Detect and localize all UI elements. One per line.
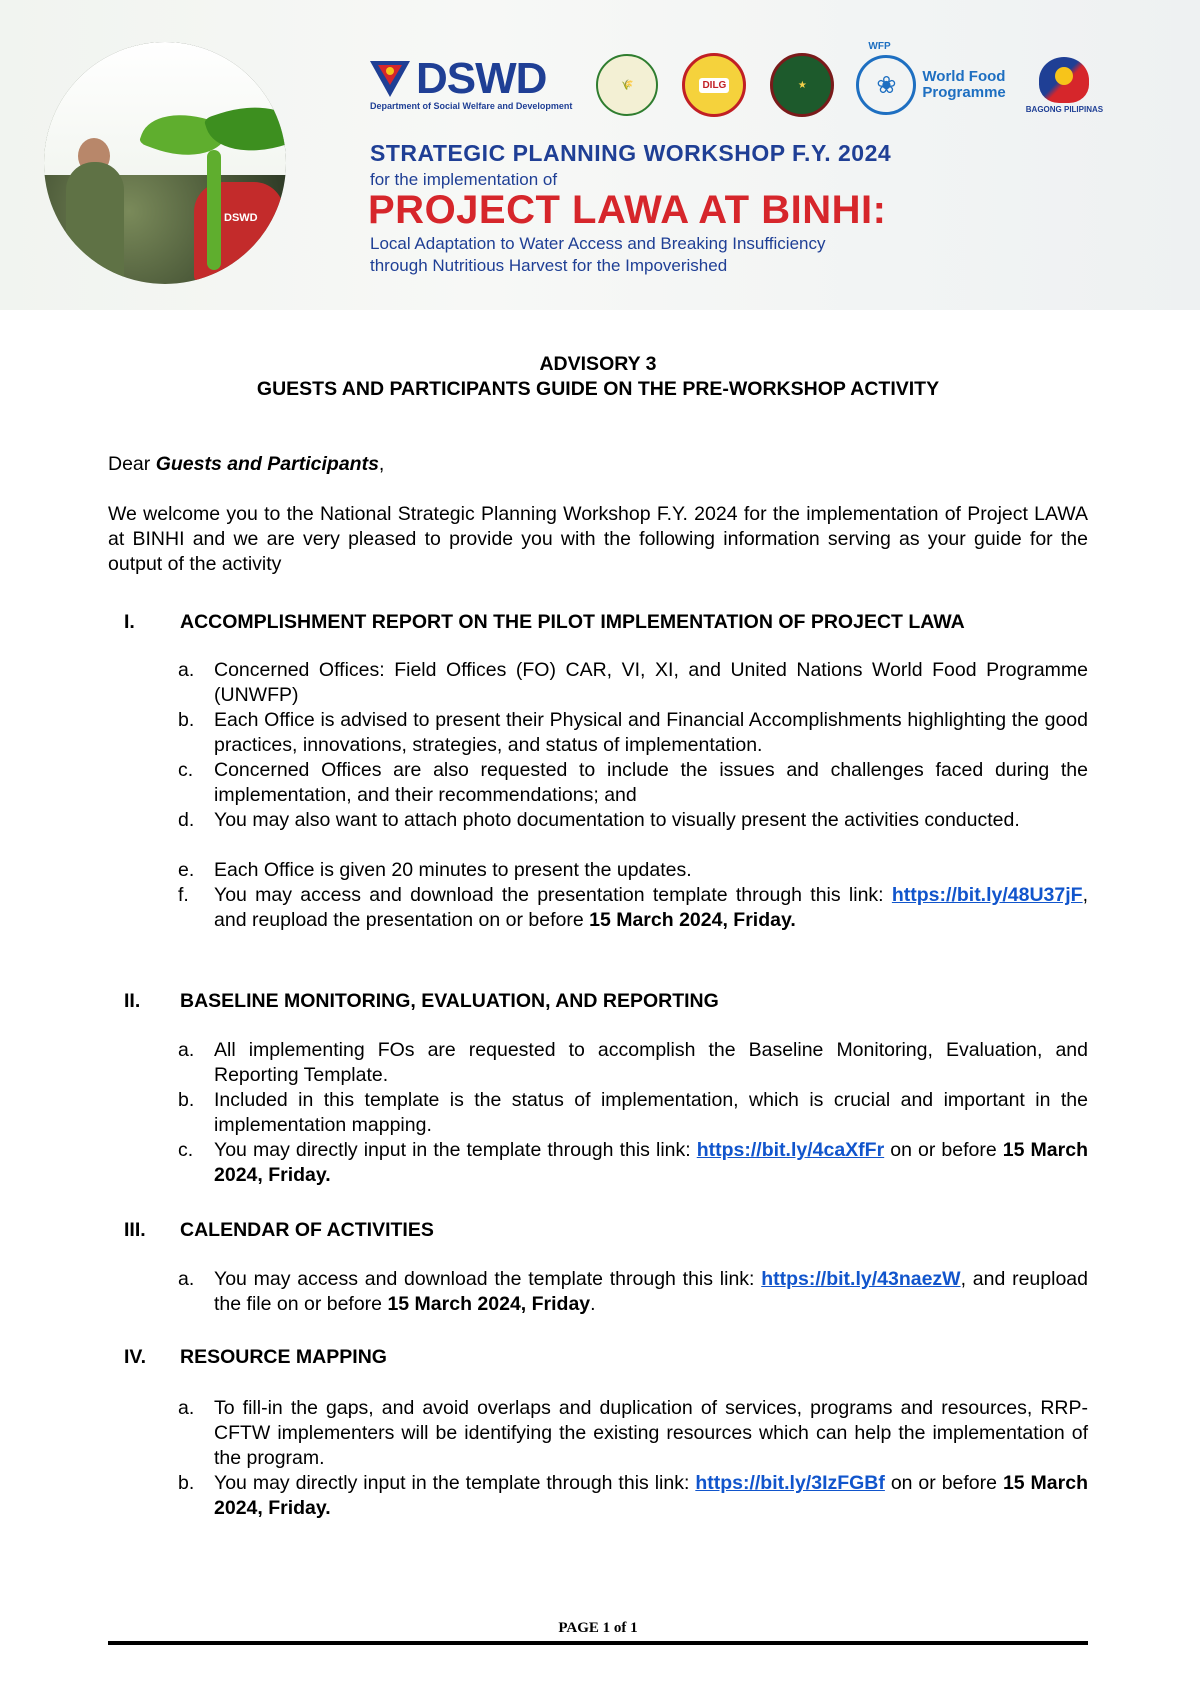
wfp-emblem-icon: ❀ [856,55,916,115]
resource-mapping-template-link[interactable]: https://bit.ly/3IzFGBf [695,1472,885,1494]
list-item: e. Each Office is given 20 minutes to present the updates. [178,859,692,881]
partner-logos [370,41,1104,120]
list-item: a. You may access and download the template through this link: https://bit.ly/43naezW, and reupload the file on or before 15 March 2024, Friday. [178,1268,1088,1315]
section-heading: IV. RESOURCE MAPPING [124,1346,387,1368]
project-acronym-expansion: Local Adaptation to Water Access and Breaking Insufficiency through Nutritious Harvest for the Impoverished [370,234,826,275]
list-item: b. Each Office is advised to present their Physical and Financial Accomplishments highlighting the good practices, innovations, strategies, and status of implementation. [178,709,1088,756]
list-item: d. You may also want to attach photo documentation to visually present the activities conducted. [178,809,1020,831]
dilg-seal-icon: DILG [682,53,746,117]
list-item: a. Concerned Offices: Field Offices (FO) CAR, VI, XI, and United Nations World Food Programme (UNWFP) [178,659,1088,706]
list-item: b. Included in this template is the status of implementation, which is crucial and important in the implementation mapping. [178,1089,1088,1136]
dswd-emblem-icon [370,61,410,97]
list-item: c. Concerned Offices are also requested to include the issues and challenges faced during the implementation, and their recommendations; and [178,759,1088,806]
university-seal-icon: ★ [770,53,834,117]
dswd-logo: DSWD Department of Social Welfare and Development [370,54,573,111]
intro-paragraph: We welcome you to the National Strategic Planning Workshop F.Y. 2024 for the implementation of Project LAWA at BINHI and we are very pleased to provide you with the following information serving as your guide for the output of the activity [108,503,1088,575]
farmer-figure [66,162,124,282]
advisory-number: ADVISORY 3 [539,353,657,375]
page-number: PAGE 1 of 1 [558,1620,638,1636]
department-of-agriculture-seal-icon: 🌾 [596,54,658,116]
sprout-stem-icon [207,150,221,270]
advisory-title: GUESTS AND PARTICIPANTS GUIDE ON THE PRE-WORKSHOP ACTIVITY [256,378,940,400]
project-photo-circle: DSWD [44,42,286,284]
list-item: a. All implementing FOs are requested to accomplish the Baseline Monitoring, Evaluation, and Reporting Template. [178,1039,1088,1086]
workshop-subtitle: for the implementation of [370,170,558,189]
list-item: c. You may directly input in the template through this link: https://bit.ly/4caXfFr on or before 15 March 2024, Friday. [178,1139,1088,1186]
list-item: f. You may access and download the presentation template through this link: https://bit.ly/48U37jF, and reupload the presentation on or before 15 March 2024, Friday. [178,884,1088,931]
workshop-title: STRATEGIC PLANNING WORKSHOP F.Y. 2024 [370,140,892,166]
list-item: b. You may directly input in the template through this link: https://bit.ly/3IzFGBf on or before 15 March 2024, Friday. [178,1472,1088,1519]
project-title: PROJECT LAWA AT BINHI: [368,188,887,232]
bagong-pilipinas-logo: BAGONG PILIPINAS [1026,57,1103,114]
calendar-template-link[interactable]: https://bit.ly/43naezW [761,1268,961,1290]
section-heading: I. ACCOMPLISHMENT REPORT ON THE PILOT IMPLEMENTATION OF PROJECT LAWA [124,611,965,633]
salutation: Dear Guests and Participants, [108,453,385,475]
header-banner [0,0,1200,310]
list-item: a. To fill-in the gaps, and avoid overlaps and duplication of services, programs and resources, RRP-CFTW implementers will be identifying the existing resources which can help the implementation of the program. [178,1397,1088,1469]
section-heading: III. CALENDAR OF ACTIVITIES [124,1219,434,1241]
footer-divider [108,1641,1088,1645]
section-heading: II. BASELINE MONITORING, EVALUATION, AND REPORTING [124,990,719,1012]
presentation-template-link[interactable]: https://bit.ly/48U37jF [891,884,1083,906]
wfp-logo: WFP ❀ World Food Programme [856,55,1005,115]
baseline-template-link[interactable]: https://bit.ly/4caXfFr [696,1139,885,1161]
bagong-pilipinas-emblem-icon [1039,57,1089,103]
